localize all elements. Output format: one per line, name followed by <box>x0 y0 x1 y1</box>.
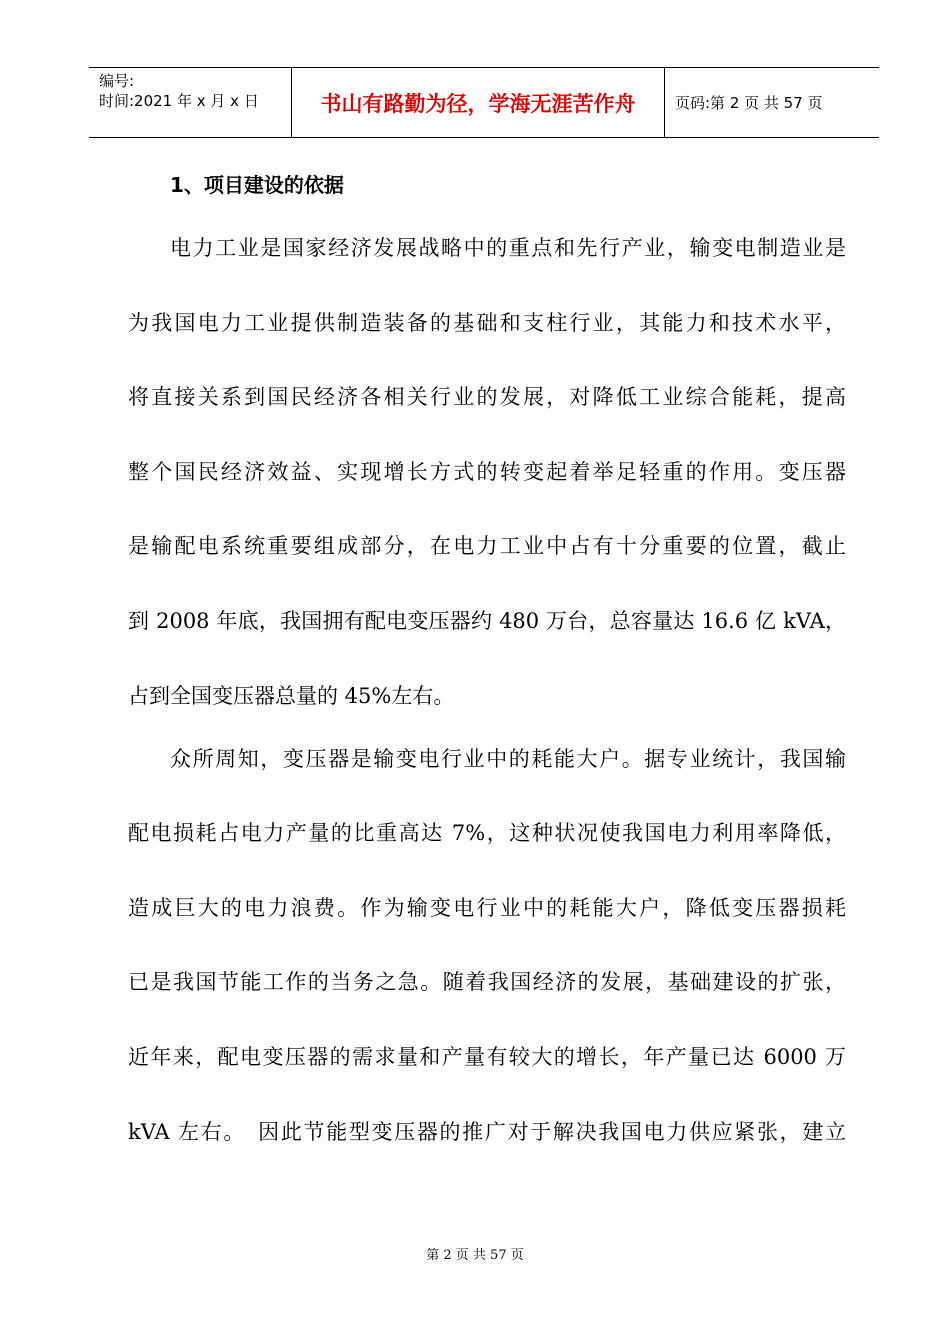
paragraph-line: 占到全国变压器总量的 45%左右。 <box>128 684 455 708</box>
paragraph-line: 配电损耗占电力产量的比重高达 7%，这种状况使我国电力利用率降低， <box>128 821 846 845</box>
number-label: 编号: <box>99 72 135 90</box>
header-motto: 书山有路勤为径，学海无涯苦作舟 <box>320 92 636 116</box>
header-motto-cell <box>291 68 665 137</box>
header-page-cell <box>665 68 879 137</box>
paragraph-line: 已是我国节能工作的当务之急。随着我国经济的发展，基础建设的扩张， <box>128 970 846 994</box>
paragraph-line: 将直接关系到国民经济各相关行业的发展，对降低工业综合能耗，提高 <box>128 385 846 409</box>
time-label: 时间:2021 年 x 月 x 日 <box>99 92 259 110</box>
page-footer: 第 2 页 共 57 页 <box>426 1248 524 1263</box>
paragraph-line: 电力工业是国家经济发展战略中的重点和先行产业，输变电制造业是 <box>170 236 846 260</box>
paragraph-line: 近年来，配电变压器的需求量和产量有较大的增长，年产量已达 6000 万 <box>128 1045 846 1069</box>
paragraph-line: 为我国电力工业提供制造装备的基础和支柱行业，其能力和技术水平， <box>128 311 846 335</box>
paragraph-line: 众所周知，变压器是输变电行业中的耗能大户。据专业统计，我国输 <box>170 747 846 771</box>
paragraph-line: 是输配电系统重要组成部分，在电力工业中占有十分重要的位置，截止 <box>128 534 846 558</box>
paragraph-line: 到 2008 年底，我国拥有配电变压器约 480 万台，总容量达 16.6 亿 kVA， <box>128 609 846 633</box>
paragraph-line: 造成巨大的电力浪费。作为输变电行业中的耗能大户，降低变压器损耗 <box>128 896 846 920</box>
header-meta-cell <box>89 68 291 137</box>
paragraph-line: 整个国民经济效益、实现增长方式的转变起着举足轻重的作用。变压器 <box>128 460 846 484</box>
paragraph-line: kVA 左右。 因此节能型变压器的推广对于解决我国电力供应紧张，建立 <box>128 1120 846 1144</box>
document-header <box>89 67 879 138</box>
section-heading: 1、项目建设的依据 <box>170 173 344 197</box>
header-page-info: 页码:第 2 页 共 57 页 <box>675 94 823 112</box>
